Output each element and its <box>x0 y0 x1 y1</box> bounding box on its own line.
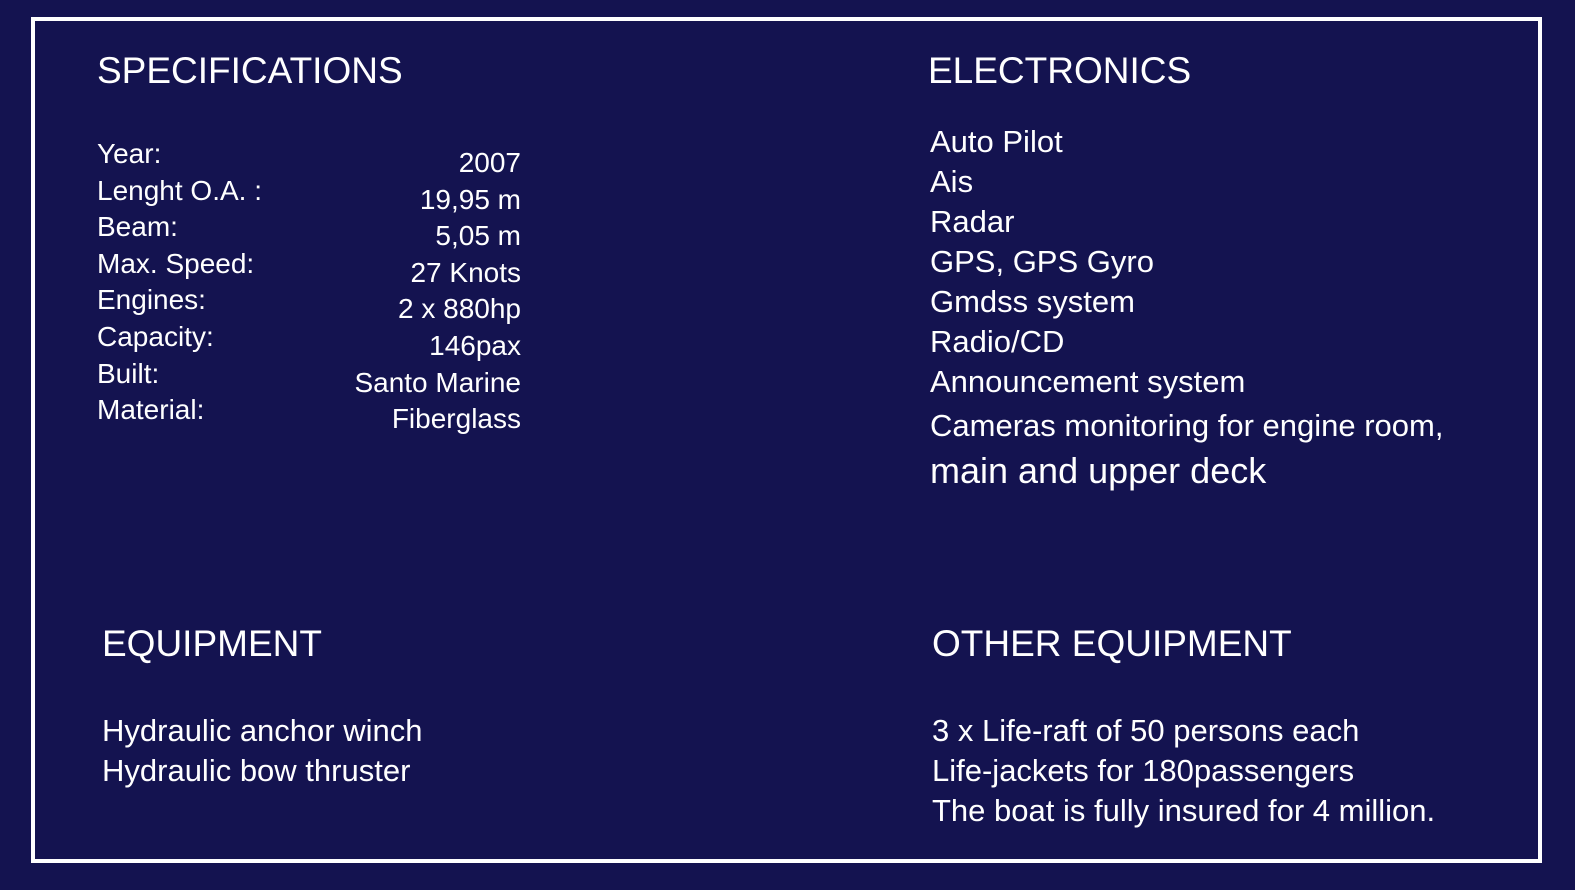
camera-monitoring-line: Cameras monitoring for engine room, <box>930 408 1444 443</box>
spec-value: 2 x 880hp <box>398 293 521 325</box>
list-item: Ais <box>930 164 974 199</box>
spec-label: Max. Speed: <box>97 247 255 279</box>
spec-label: Built: <box>97 357 160 389</box>
spec-label: Lenght O.A. : <box>97 174 262 206</box>
list-item: Hydraulic anchor winch <box>102 713 423 748</box>
spec-row <box>97 284 521 325</box>
spec-value: Santo Marine <box>354 366 521 398</box>
list-item: The boat is fully insured for 4 million. <box>932 793 1436 828</box>
list-item: Auto Pilot <box>930 124 1063 159</box>
spec-value: 2007 <box>458 147 521 178</box>
equipment-list <box>102 711 422 791</box>
spec-value: 19,95 m <box>419 183 521 215</box>
spec-label: Capacity: <box>97 320 214 352</box>
equipment-heading: EQUIPMENT <box>102 623 322 664</box>
spec-label: Material: <box>97 394 205 426</box>
spec-value: 27 Knots <box>410 256 521 288</box>
list-item: Announcement system <box>930 364 1246 399</box>
camera-monitoring-line-continued: main and upper deck <box>930 450 1267 491</box>
list-item: Radio/CD <box>930 324 1065 359</box>
spec-label: Beam: <box>97 211 178 243</box>
spec-label: Engines: <box>97 284 206 316</box>
list-item: 3 x Life-raft of 50 persons each <box>932 713 1360 748</box>
spec-row <box>97 247 521 288</box>
specifications-heading: SPECIFICATIONS <box>97 50 403 91</box>
spec-value: Fiberglass <box>391 403 521 435</box>
spec-value: 5,05 m <box>435 220 521 252</box>
other-equipment-heading: OTHER EQUIPMENT <box>932 623 1292 664</box>
specifications-table <box>97 138 521 435</box>
spec-label: Year: <box>97 138 162 169</box>
spec-row <box>97 394 521 435</box>
spec-value: 146pax <box>429 329 521 361</box>
other-equipment-list <box>932 711 1435 831</box>
list-item: Hydraulic bow thruster <box>102 753 411 788</box>
list-item: Life-jackets for 180passengers <box>932 753 1355 788</box>
spec-row <box>97 320 521 361</box>
spec-row <box>97 138 521 178</box>
electronics-heading: ELECTRONICS <box>928 50 1192 91</box>
electronics-list <box>930 122 1245 402</box>
spec-row <box>97 211 521 252</box>
list-item: GPS, GPS Gyro <box>930 244 1154 279</box>
spec-row <box>97 174 521 215</box>
spec-row <box>97 357 521 398</box>
list-item: Gmdss system <box>930 284 1135 319</box>
list-item: Radar <box>930 204 1015 239</box>
